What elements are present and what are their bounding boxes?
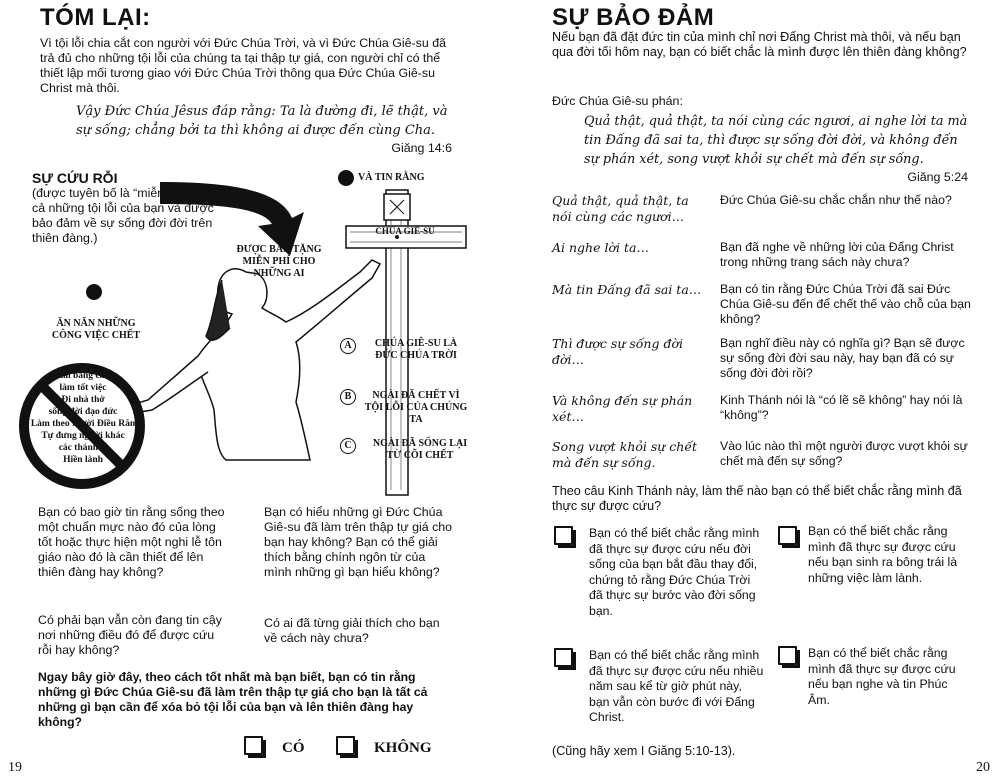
option-life-changed: Bạn có thể biết chắc rằng mình đã thực sự được cứu nếu đời sống của bạn bắt đầu thay đổi, chứng tỏ rằng Đức Chúa Trời đã thực sự bước vào đời sống bạn. <box>589 526 760 618</box>
belief-a-text: CHÚA GIÊ-SU LÀ ĐỨC CHÚA TRỜI <box>374 338 458 361</box>
qa-phrase: Quả thật, quả thật, ta nói cùng các ngươi… <box>552 193 689 224</box>
question-explained: Có ai đã từng giải thích cho bạn về cách này chưa? <box>264 616 440 645</box>
belief-a-badge: A <box>340 338 356 354</box>
option-still-walking: Bạn có thể biết chắc rằng mình đã thực sự được cứu nếu nhiều năm sau kể từ giờ phút này, bạn vẫn còn bước đi với Đấng Christ. <box>589 648 764 724</box>
option-good-fruit-checkbox[interactable] <box>778 526 797 545</box>
right-page-number: 20 <box>976 760 990 775</box>
crossed-work-item: Hiền lành <box>63 455 103 465</box>
crossed-work-item: Phải bằng cách <box>52 371 114 381</box>
option-heard-believed-checkbox[interactable] <box>778 646 797 665</box>
qa-phrase: Ai nghe lời ta… <box>552 240 649 255</box>
believe-label: VÀ TIN RẰNG <box>358 172 425 183</box>
crossed-work-item: các thánh lễ <box>58 443 108 453</box>
belief-c-text: NGÀI ĐÃ SỐNG LẠI TỪ CÕI CHẾT <box>372 438 468 461</box>
see-also-reference: (Cũng hãy xem I Giăng 5:10-13). <box>552 744 736 758</box>
no-label: KHÔNG <box>374 740 432 756</box>
free-gift-label: ĐƯỢC BAN TẶNG MIỄN PHÍ CHO NHỮNG AI <box>236 244 322 279</box>
crossed-work-item: Tự đưng người khác <box>41 431 125 441</box>
crossed-work-item: sống đời đạo đức <box>48 407 118 417</box>
option-still-walking-checkbox[interactable] <box>554 648 573 667</box>
qa-question: Bạn có tin rằng Đức Chúa Trời đã sai Đức Chúa Giê-su đến để chết thế vào chỗ của bạn không? <box>720 282 971 326</box>
right-intro: Nếu bạn đã đặt đức tin của mình chỉ nơi Đấng Christ mà thôi, và nếu bạn qua đời tối hôm nay, bạn có biết chắc là mình được lên thiên đàng không? <box>552 30 967 59</box>
left-verse: Vậy Đức Chúa Jêsus đáp rằng: Ta là đường đi, lẽ thật, và sự sống; chẳng bởi ta thì không ai được đến cùng Cha. <box>76 104 448 138</box>
qa-phrase: Thì được sự sống đời đời… <box>552 336 683 367</box>
qa-question: Bạn nghĩ điều này có nghĩa gì? Bạn sẽ được sự sống đời đời sau này, hay bạn đã có sự sống đời đời rồi? <box>720 336 965 380</box>
repent-label: ĂN NĂN NHỮNG CÔNG VIỆC CHẾT <box>51 318 141 341</box>
right-verse: Quả thật, quả thật, ta nói cùng các ngươi, ai nghe lời ta mà tin Đấng đã sai ta, thì được sự sống đời đời, và không đến sự phán xét, song vượt khỏi sự chết mà đến sự sống. <box>584 114 968 167</box>
right-page-title: SỰ BẢO ĐẢM <box>552 4 715 31</box>
final-question: Ngay bây giờ đây, theo cách tốt nhất mà bạn biết, bạn có tin rằng những gì Đức Chúa Giê-su đã làm trên thập tự giá cho bạn là tất cả những gì bạn cần để xóa bỏ tội lỗi của bạn và lên thiên đàng hay không? <box>38 670 428 729</box>
qa-question: Bạn đã nghe về những lời của Đấng Christ trong những trang sách này chưa? <box>720 240 954 269</box>
crossed-work-item: Đi nhà thờ <box>61 395 105 405</box>
qa-question: Đức Chúa Giê-su chắc chắn như thế nào? <box>720 193 952 207</box>
left-verse-ref: Giăng 14:6 <box>391 141 452 155</box>
belief-c-badge: C <box>340 438 356 454</box>
option-life-changed-checkbox[interactable] <box>554 526 573 545</box>
jesus-said-label: Đức Chúa Giê-su phán: <box>552 94 683 108</box>
salvation-body: (được tuyên bố là “miễn xóa” tất cả những tội lỗi của bạn và được bảo đảm về sự sống đời đời trên thiên đàng.) <box>32 186 214 245</box>
option-good-fruit: Bạn có thể biết chắc rằng mình đã thực sự được cứu nếu bạn sinh ra bông trái là những việc làm lành. <box>808 524 958 585</box>
options-question: Theo câu Kinh Thánh này, làm thế nào bạn có thể biết chắc rằng mình đã thực sự được cứu? <box>552 484 962 513</box>
belief-b-badge: B <box>340 389 356 405</box>
question-understand-cross: Bạn có hiểu những gì Đức Chúa Giê-su đã làm trên thập tự giá cho bạn hay không? Bạn có thể giải thích bằng chính ngôn từ của mình những gì bạn hiểu không? <box>264 505 453 579</box>
crossed-work-item: Làm theo Mười Điều Răn <box>30 419 136 429</box>
qa-question: Kinh Thánh nói là “có lẽ sẽ không” hay nói là “không”? <box>720 393 963 422</box>
right-verse-ref: Giăng 5:24 <box>907 170 968 184</box>
option-heard-believed: Bạn có thể biết chắc rằng mình đã thực sự được cứu nếu bạn nghe và tin Phúc Âm. <box>808 646 956 707</box>
crossed-work-item: làm tốt việc <box>59 383 107 393</box>
left-page-number: 19 <box>8 760 22 775</box>
belief-b-text: NGÀI ĐÃ CHẾT VÌ TỘI LỖI CỦA CHÚNG TA <box>364 390 468 425</box>
cross-sign-label: CHÚA GIÊ-SU <box>375 226 435 236</box>
question-still-trusting: Có phải bạn vẫn còn đang tin cậy nơi những điều đó để được cứu rỗi hay không? <box>38 613 222 657</box>
left-intro: Vì tội lỗi chia cắt con người với Đức Chúa Trời, và vì Đức Chúa Giê-su đã trả đủ cho những tội lỗi của chúng ta tại thập tự giá, con người chỉ có thể thiết lập mối tương giao với Đức Chúa Trời thông qua Đức Chúa Giê-su Christ mà thôi. <box>40 36 446 95</box>
left-page-title: TÓM LẠI: <box>40 4 151 31</box>
question-good-works: Bạn có bao giờ tin rằng sống theo một chuẩn mực nào đó của lòng tốt hoặc thực hiện một nghi lễ tôn giáo nào đó là cần thiết để lên thiên đàng hay không? <box>38 505 225 579</box>
qa-phrase: Mà tin Đấng đã sai ta… <box>552 282 702 297</box>
qa-phrase: Và không đến sự phán xét… <box>552 393 693 424</box>
qa-question: Vào lúc nào thì một người được vượt khỏi sự chết mà đến sự sống? <box>720 439 968 468</box>
salvation-title: SỰ CỨU RỖI <box>32 170 118 186</box>
yes-label: CÓ <box>282 740 305 756</box>
qa-phrase: Song vượt khỏi sự chết mà đến sự sống. <box>552 439 698 470</box>
